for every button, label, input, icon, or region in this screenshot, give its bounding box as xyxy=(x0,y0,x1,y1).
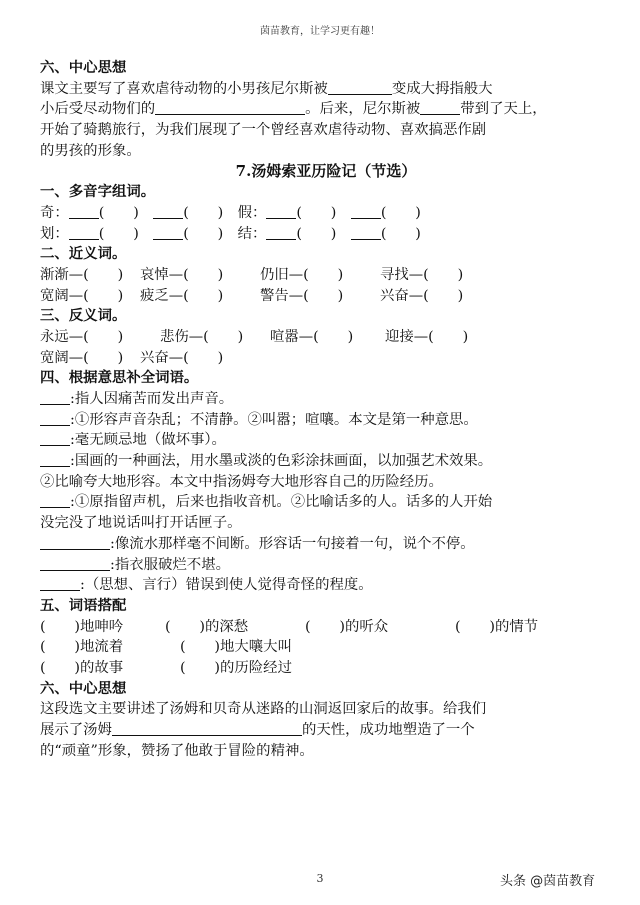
blank xyxy=(351,203,381,219)
text: :①形容声音杂乱；不清静。②叫嚣；喧嚷。本文是第一种意思。 xyxy=(70,411,478,428)
blank xyxy=(40,492,70,508)
prev-line-1 xyxy=(40,79,612,100)
item: 宽阔—( ) xyxy=(40,287,124,304)
s1-row-2: 划： ( ) ( ) 结： ( ) ( ) xyxy=(40,225,421,242)
s4-item-5b: 没完没了地说话叫打开话匣子。 xyxy=(40,515,242,532)
text: :（思想、言行）错误到使人觉得奇怪的程度。 xyxy=(80,577,373,594)
item: 迎接—( ) xyxy=(385,328,469,345)
blank xyxy=(328,79,392,95)
blank xyxy=(40,430,70,446)
item: 宽阔—( ) xyxy=(40,349,124,366)
s1-heading: 一、多音字组词。 xyxy=(40,183,156,201)
item: 寻找—( ) xyxy=(380,266,464,283)
text: :指衣服破烂不堪。 xyxy=(110,556,230,573)
lesson-title: 7.汤姆索亚历险记（节选） xyxy=(235,162,417,181)
item: ( )地流着 xyxy=(40,639,124,656)
prev-line-4: 的男孩的形象。 xyxy=(40,142,141,159)
item: 悲伤—( ) xyxy=(160,328,244,345)
item: ( )的故事 xyxy=(40,659,124,676)
watermark: 头条 @茵苗教育 xyxy=(500,874,596,889)
page-number: 3 xyxy=(316,872,324,885)
s5-heading: 五、词语搭配 xyxy=(40,596,127,614)
s4-item-1 xyxy=(40,389,612,410)
s6-line-2 xyxy=(40,720,612,741)
item: ( )的历险经过 xyxy=(180,659,292,676)
s4-item-6 xyxy=(40,534,612,555)
worksheet-content xyxy=(40,58,612,761)
s4-item-3 xyxy=(40,430,612,451)
item: ( )的深愁 xyxy=(165,618,249,635)
prev-line-2 xyxy=(40,99,612,120)
blank xyxy=(40,555,110,571)
text: :像流水那样毫不间断。形容话一句接着一句，说个不停。 xyxy=(110,535,475,552)
s4-item-8 xyxy=(40,575,612,596)
s2-row-2 xyxy=(40,286,612,307)
s6-line-1: 这段选文主要讲述了汤姆和贝奇从迷路的山洞返回家后的故事。给我们 xyxy=(40,701,487,718)
blank xyxy=(69,224,99,240)
blank xyxy=(351,224,381,240)
blank xyxy=(153,203,183,219)
s4-heading: 四、根据意思补全词语。 xyxy=(40,369,199,387)
prev-heading: 六、中心思想 xyxy=(40,59,127,76)
item: 警告—( ) xyxy=(260,287,344,304)
item: 仍旧—( ) xyxy=(260,266,344,283)
label: 结： xyxy=(237,225,267,242)
blank xyxy=(40,410,70,426)
text: 展示了汤姆 xyxy=(40,722,112,738)
s6-line-3: 的“顽童”形象，赞扬了他敢于冒险的精神。 xyxy=(40,742,314,759)
item: ( )地大嚷大叫 xyxy=(180,639,292,656)
item: 永远—( ) xyxy=(40,328,124,345)
blank xyxy=(155,99,305,115)
item: ( )的情节 xyxy=(455,618,539,635)
item: 疲乏—( ) xyxy=(140,287,224,304)
text: 带到了天上， xyxy=(460,101,547,118)
page-header: 茵苗教育，让学习更有趣！ xyxy=(260,26,380,37)
s2-heading: 二、近义词。 xyxy=(40,245,127,263)
s2-row-1 xyxy=(40,265,612,286)
text: :指人因痛苦而发出声音。 xyxy=(70,391,234,407)
blank xyxy=(420,99,460,115)
text: 的天性，成功地塑造了一个 xyxy=(301,722,475,738)
item: 兴奋—( ) xyxy=(380,287,464,304)
item: 哀悼—( ) xyxy=(140,266,224,283)
item: 喧嚣—( ) xyxy=(270,328,354,345)
s5-row-3 xyxy=(40,658,612,679)
text: :毫无顾忌地（做坏事）。 xyxy=(70,432,226,449)
s3-row-2 xyxy=(40,348,612,369)
blank xyxy=(69,203,99,219)
blank xyxy=(40,451,70,467)
label: 划： xyxy=(40,225,69,242)
s1-row-1: 奇： ( ) ( ) 假： ( ) ( ) xyxy=(40,204,421,221)
s4-item-2 xyxy=(40,410,612,431)
text: 。后来，尼尔斯被 xyxy=(305,101,421,118)
item: 渐渐—( ) xyxy=(40,266,124,283)
text: :①原指留声机，后来也指收音机。②比喻话多的人。话多的人开始 xyxy=(70,494,493,511)
blank xyxy=(112,720,302,736)
s3-heading: 三、反义词。 xyxy=(40,307,127,325)
item: 兴奋—( ) xyxy=(140,349,224,366)
text: 变成大拇指般大 xyxy=(391,80,493,97)
blank xyxy=(40,575,80,591)
s3-row-1 xyxy=(40,327,612,348)
prev-line-3: 开始了骑鹅旅行，为我们展现了一个曾经喜欢虐待动物、喜欢搞恶作剧 xyxy=(40,122,487,139)
blank xyxy=(266,224,296,240)
text: :国画的一种画法，用水墨或淡的色彩涂抹画面，以加强艺术效果。 xyxy=(70,453,493,470)
s5-row-1 xyxy=(40,617,612,638)
s6-heading: 六、中心思想 xyxy=(40,679,127,697)
item: ( )的听众 xyxy=(305,618,389,635)
s4-item-4 xyxy=(40,451,612,472)
label: 奇： xyxy=(40,204,69,221)
label: 假： xyxy=(237,204,267,221)
text: 课文主要写了喜欢虐待动物的小男孩尼尔斯被 xyxy=(40,80,328,97)
s4-item-4b: ②比喻夸大地形容。本文中指汤姆夸大地形容自己的历险经历。 xyxy=(40,473,443,490)
text: 小后受尽动物们的 xyxy=(40,101,156,118)
blank xyxy=(153,224,183,240)
s4-item-5 xyxy=(40,492,612,513)
blank xyxy=(40,534,110,550)
blank xyxy=(40,389,70,405)
s4-item-7 xyxy=(40,555,612,576)
s5-row-2 xyxy=(40,637,612,658)
blank xyxy=(266,203,296,219)
item: ( )地呻吟 xyxy=(40,618,124,635)
